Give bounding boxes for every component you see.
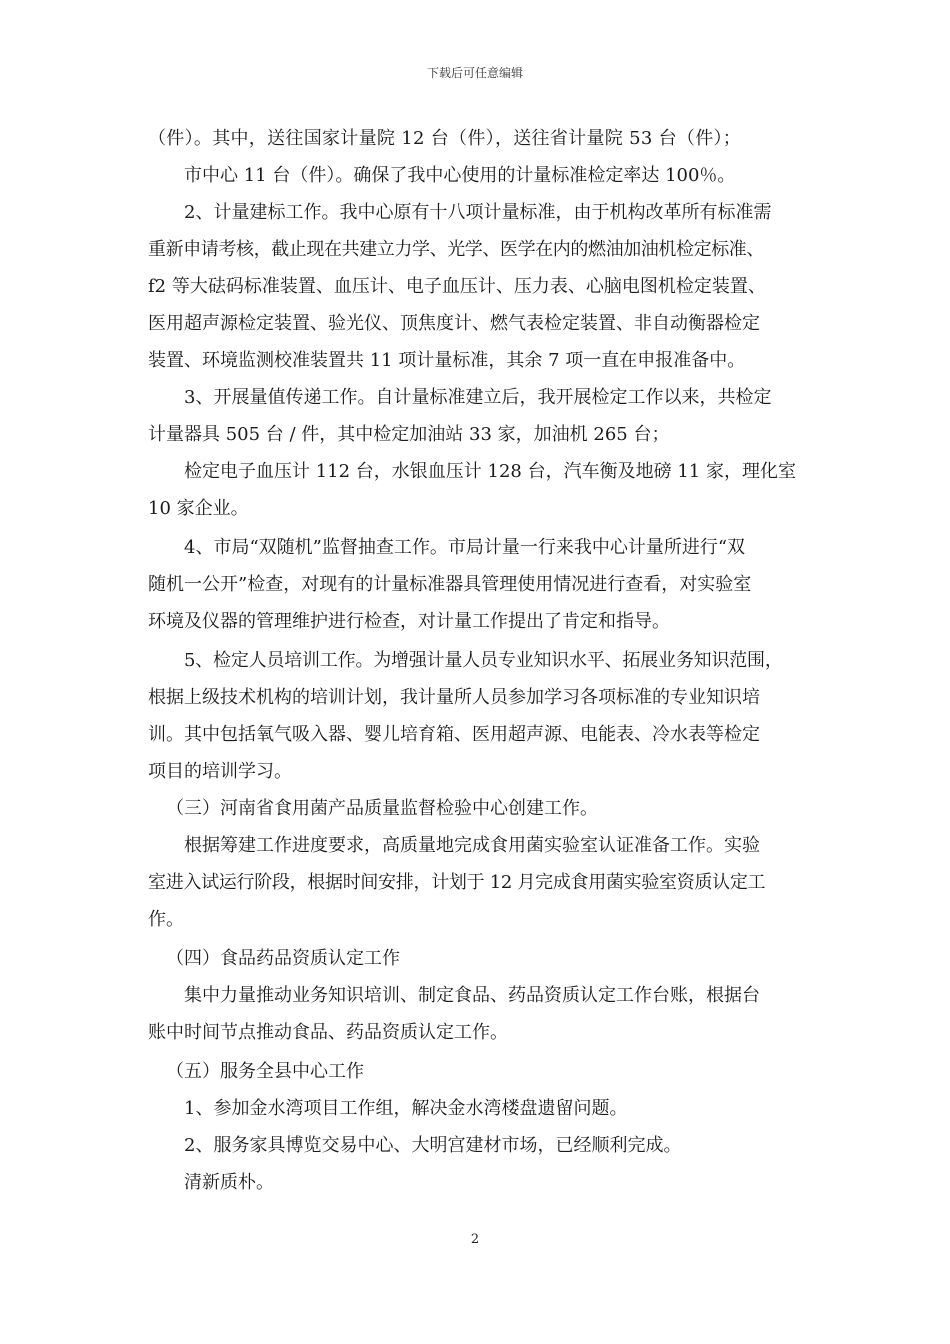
body-line: 训。其中包括氧气吸入器、婴儿培育箱、医用超声源、电能表、冷水表等检定	[148, 724, 760, 745]
body-line: 作。	[148, 909, 184, 930]
body-line: 1、参加金水湾项目工作组，解决金水湾楼盘遗留问题。	[184, 1098, 628, 1119]
body-line: 装置、环境监测校准装置共 11 项计量标准，其余 7 项一直在申报准备中。	[148, 350, 746, 371]
body-line: 检定电子血压计 112 台，水银血压计 128 台，汽车衡及地磅 11 家，理化室	[184, 461, 796, 482]
page-number: 2	[470, 1232, 480, 1247]
body-line: 环境及仪器的管理维护进行检查，对计量工作提出了肯定和指导。	[148, 611, 670, 632]
body-line: 账中时间节点推动食品、药品资质认定工作。	[148, 1022, 508, 1043]
body-line: 重新申请考核，截止现在共建立力学、光学、医学在内的燃油加油机检定标准、	[148, 239, 764, 260]
body-line: 集中力量推动业务知识培训、制定食品、药品资质认定工作台账，根据台	[184, 985, 760, 1006]
body-line: 清新质朴。	[184, 1172, 274, 1193]
body-line: 2、计量建标工作。我中心原有十八项计量标准，由于机构改革所有标准需	[184, 202, 772, 223]
body-line: 5、检定人员培训工作。为增强计量人员专业知识水平、拓展业务知识范围，	[184, 650, 783, 671]
page-header: 下载后可任意编辑	[426, 66, 523, 80]
body-line: 随机一公开”检查，对现有的计量标准器具管理使用情况进行查看，对实验室	[148, 574, 752, 595]
body-line: f2 等大砝码标准装置、血压计、电子血压计、压力表、心脑电图机检定装置、	[148, 276, 766, 297]
body-line: 室进入试运行阶段，根据时间安排，计划于 12 月完成食用菌实验室资质认定工	[148, 872, 766, 893]
section-heading: （五）服务全县中心工作	[166, 1061, 364, 1082]
body-line: 根据上级技术机构的培训计划，我计量所人员参加学习各项标准的专业知识培	[148, 687, 760, 708]
body-line: 医用超声源检定装置、验光仪、顶焦度计、燃气表检定装置、非自动衡器检定	[148, 313, 760, 334]
section-heading: （四）食品药品资质认定工作	[166, 948, 400, 969]
body-line: 4、市局“双随机”监督抽查工作。市局计量一行来我中心计量所进行“双	[184, 537, 746, 558]
body-line: 2、服务家具博览交易中心、大明宫建材市场，已经顺利完成。	[184, 1135, 682, 1156]
body-line: 项目的培训学习。	[148, 761, 292, 782]
body-line: （件）。其中，送往国家计量院 12 台（件），送往省计量院 53 台（件）；	[148, 128, 742, 149]
body-line: 计量器具 505 台 / 件，其中检定加油站 33 家，加油机 265 台；	[148, 424, 670, 445]
body-line: 市中心 11 台（件）。确保了我中心使用的计量标准检定率达 100％。	[184, 165, 736, 186]
body-line: 10 家企业。	[148, 498, 249, 519]
section-heading: （三）河南省食用菌产品质量监督检验中心创建工作。	[166, 798, 598, 819]
body-line: 根据筹建工作进度要求，高质量地完成食用菌实验室认证准备工作。实验	[184, 835, 760, 856]
body-line: 3、开展量值传递工作。自计量标准建立后，我开展检定工作以来，共检定	[184, 387, 772, 408]
